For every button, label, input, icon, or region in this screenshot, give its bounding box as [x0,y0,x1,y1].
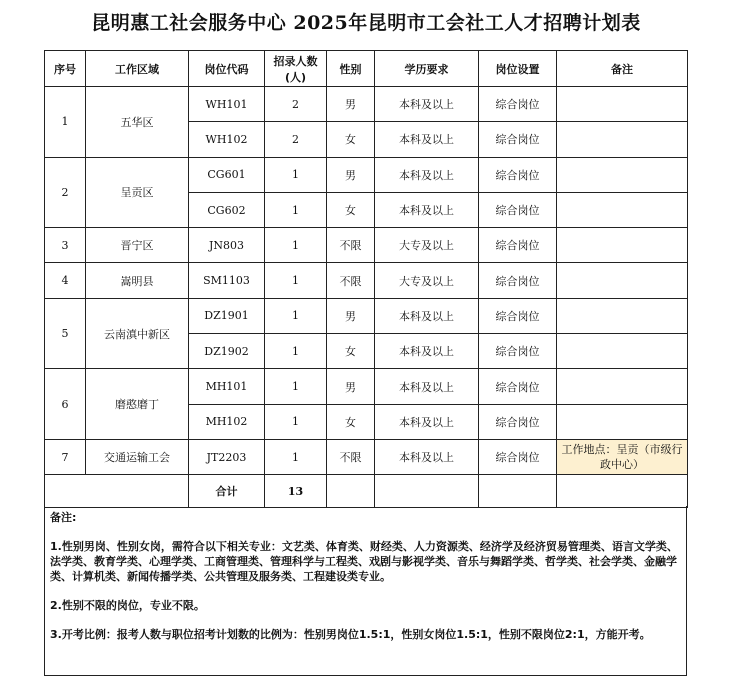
work-region: 五华区 [86,87,189,158]
position-type: 综合岗位 [479,298,557,333]
gender: 女 [327,334,375,369]
hire-count: 1 [265,404,327,439]
table-header-row [45,51,688,87]
remark [557,122,688,157]
blank-cell [327,475,375,508]
gender: 女 [327,192,375,227]
table-row [45,157,688,192]
gender: 女 [327,122,375,157]
work-region: 云南滇中新区 [86,298,189,369]
notes-heading: 备注: [50,511,77,524]
gender: 不限 [327,439,375,474]
blank-cell [375,475,479,508]
total-row [45,475,688,508]
work-region: 磨憨磨丁 [86,369,189,440]
hire-count: 1 [265,192,327,227]
remark [557,369,688,404]
column-header: 性别 [327,51,375,87]
position-code: MH101 [189,369,265,404]
hire-count: 1 [265,157,327,192]
position-code: SM1103 [189,263,265,298]
gender: 男 [327,157,375,192]
hire-count: 2 [265,122,327,157]
education-requirement: 本科及以上 [375,369,479,404]
work-region: 交通运输工会 [86,439,189,474]
column-header: 序号 [45,51,86,87]
row-number: 5 [45,298,86,369]
hire-count: 2 [265,87,327,122]
table-row [45,263,688,298]
table-row [45,87,688,122]
position-code: JT2203 [189,439,265,474]
gender: 女 [327,404,375,439]
row-number: 4 [45,263,86,298]
recruitment-plan-table [44,50,688,508]
hire-count: 1 [265,298,327,333]
education-requirement: 大专及以上 [375,263,479,298]
position-code: CG602 [189,192,265,227]
work-region: 呈贡区 [86,157,189,228]
position-type: 综合岗位 [479,122,557,157]
note-item-1: 1.性别男岗、性别女岗，需符合以下相关专业：文艺类、体育类、财经类、人力资源类、经济学及经济贸易管理类、语言文学类、法学类、教育学类、心理学类、工商管理类、管理科学与工程类、戏剧与影视学类、音乐与舞蹈学类、哲学类、社会学类、金融学类、计算机类、新闻传播学类、公共管理及服务类、工程建设类专业。 [50,540,678,583]
total-label: 合计 [189,475,265,508]
education-requirement: 本科及以上 [375,298,479,333]
remark [557,192,688,227]
column-header: 岗位设置 [479,51,557,87]
table-row [45,228,688,263]
position-type: 综合岗位 [479,87,557,122]
blank-cell [557,475,688,508]
education-requirement: 本科及以上 [375,334,479,369]
blank-cell [479,475,557,508]
gender: 男 [327,87,375,122]
gender: 不限 [327,228,375,263]
education-requirement: 本科及以上 [375,122,479,157]
education-requirement: 本科及以上 [375,192,479,227]
column-header: 岗位代码 [189,51,265,87]
position-code: WH101 [189,87,265,122]
position-type: 综合岗位 [479,228,557,263]
position-code: DZ1901 [189,298,265,333]
remark [557,404,688,439]
education-requirement: 本科及以上 [375,439,479,474]
education-requirement: 大专及以上 [375,228,479,263]
note-item-3: 3.开考比例：报考人数与职位招考计划数的比例为：性别男岗位1.5:1，性别女岗位1.5:1，性别不限岗位2:1，方能开考。 [50,628,651,641]
position-type: 综合岗位 [479,334,557,369]
education-requirement: 本科及以上 [375,157,479,192]
position-code: CG601 [189,157,265,192]
position-type: 综合岗位 [479,192,557,227]
row-number: 6 [45,369,86,440]
position-code: MH102 [189,404,265,439]
gender: 男 [327,369,375,404]
table-row [45,369,688,404]
remark [557,228,688,263]
education-requirement: 本科及以上 [375,87,479,122]
work-region: 嵩明县 [86,263,189,298]
position-type: 综合岗位 [479,404,557,439]
column-header: 工作区域 [86,51,189,87]
row-number: 3 [45,228,86,263]
work-region: 晋宁区 [86,228,189,263]
column-header: 备注 [557,51,688,87]
table-row [45,439,688,474]
notes-section [44,506,687,676]
remark [557,157,688,192]
position-type: 综合岗位 [479,369,557,404]
position-code: JN803 [189,228,265,263]
gender: 不限 [327,263,375,298]
position-type: 综合岗位 [479,439,557,474]
remark [557,334,688,369]
table-row [45,298,688,333]
position-type: 综合岗位 [479,157,557,192]
position-code: DZ1902 [189,334,265,369]
column-header: 学历要求 [375,51,479,87]
hire-count: 1 [265,439,327,474]
page-title: 昆明惠工社会服务中心 2025年昆明市工会社工人才招聘计划表 [91,12,641,34]
blank-cell [45,475,189,508]
column-header: 招录人数(人) [265,51,327,87]
note-item-2: 2.性别不限的岗位，专业不限。 [50,599,205,612]
remark: 工作地点：呈贡（市级行政中心） [557,439,688,474]
gender: 男 [327,298,375,333]
hire-count: 1 [265,228,327,263]
hire-count: 1 [265,369,327,404]
remark [557,263,688,298]
education-requirement: 本科及以上 [375,404,479,439]
position-type: 综合岗位 [479,263,557,298]
row-number: 7 [45,439,86,474]
row-number: 2 [45,157,86,228]
hire-count: 1 [265,334,327,369]
position-code: WH102 [189,122,265,157]
row-number: 1 [45,87,86,158]
total-value: 13 [265,475,327,508]
remark [557,87,688,122]
remark [557,298,688,333]
hire-count: 1 [265,263,327,298]
